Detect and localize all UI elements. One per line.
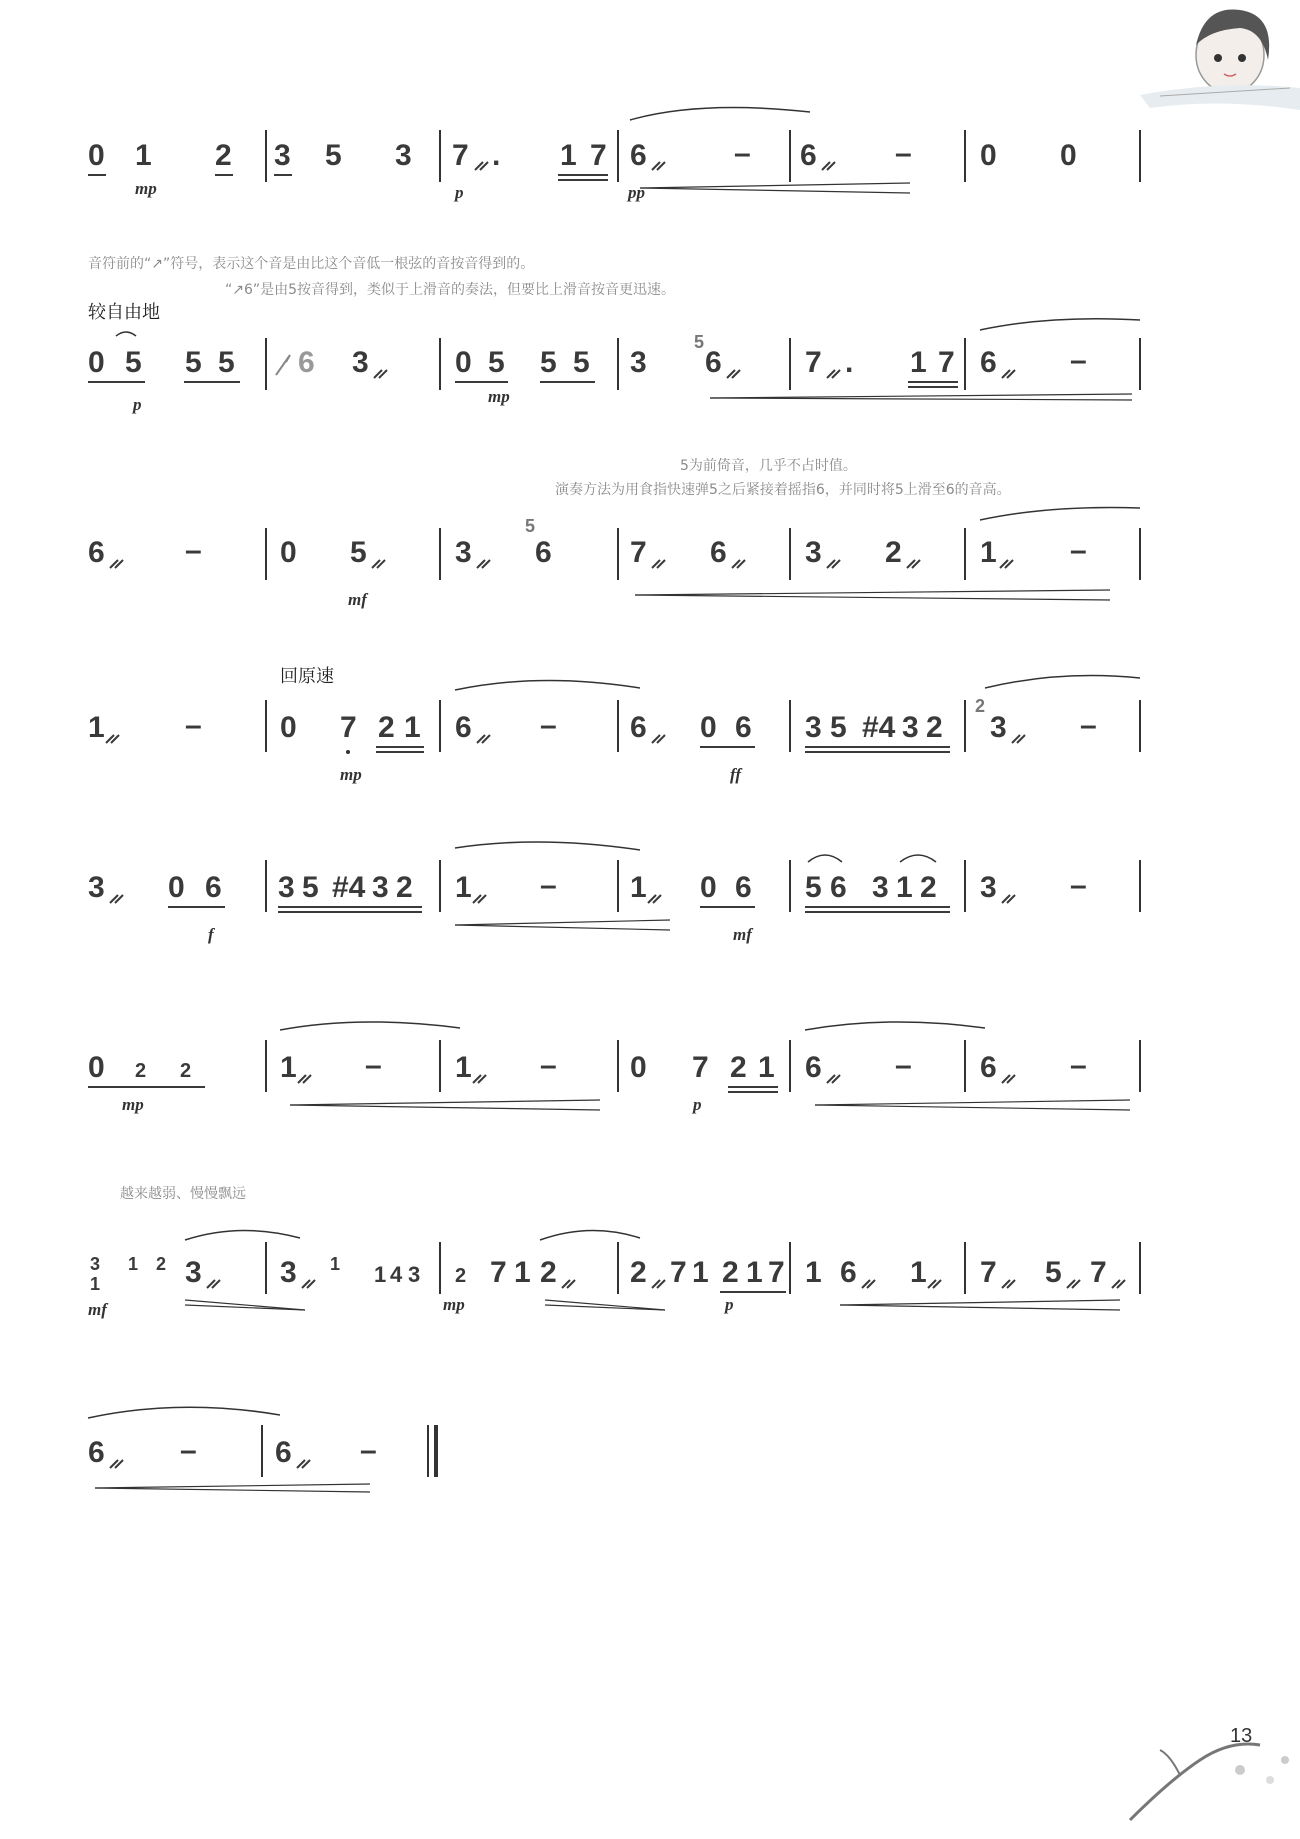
svg-text:5: 5: [573, 346, 590, 379]
svg-text:2: 2: [920, 871, 937, 904]
svg-text:–: –: [1070, 534, 1087, 567]
system-2: [88, 319, 1140, 414]
svg-text:6: 6: [88, 536, 105, 569]
svg-text:5: 5: [694, 332, 705, 352]
svg-text:7: 7: [340, 711, 357, 744]
dynamic-mp: mp: [135, 179, 157, 198]
svg-text:2: 2: [926, 711, 943, 744]
svg-text:–: –: [895, 1049, 912, 1082]
svg-text:3: 3: [90, 1254, 101, 1274]
svg-text:6: 6: [805, 1051, 822, 1084]
svg-text:2: 2: [378, 711, 395, 744]
svg-text:–: –: [180, 1434, 197, 1467]
svg-text:1: 1: [630, 871, 647, 904]
branch-illustration: [1130, 1744, 1289, 1820]
svg-text:0: 0: [280, 536, 297, 569]
svg-text:1: 1: [88, 711, 105, 744]
svg-text:mf: mf: [733, 925, 752, 944]
svg-text:3: 3: [990, 711, 1007, 744]
svg-text:3: 3: [805, 711, 822, 744]
annotation-fade-away: 越来越弱、慢慢飘远: [120, 1186, 246, 1202]
svg-text:0: 0: [88, 139, 105, 172]
svg-text:–: –: [540, 869, 557, 902]
svg-text:3: 3: [455, 536, 472, 569]
svg-text:3: 3: [408, 1262, 421, 1287]
svg-text:#4: #4: [332, 871, 366, 904]
svg-text:#4: #4: [862, 711, 896, 744]
svg-text:3: 3: [274, 139, 291, 172]
svg-text:0: 0: [630, 1051, 647, 1084]
svg-text:1: 1: [746, 1256, 763, 1289]
svg-text:7: 7: [630, 536, 647, 569]
svg-text:7: 7: [490, 1256, 507, 1289]
annotation-press-note-detail: “↗6”是由5按音得到，类似于上滑音的奏法，但要比上滑音按音更迅速。: [225, 282, 676, 298]
system-7: [88, 1230, 1140, 1319]
svg-text:3: 3: [872, 871, 889, 904]
svg-text:7: 7: [590, 139, 607, 172]
svg-text:1: 1: [805, 1256, 822, 1289]
svg-text:1: 1: [135, 139, 152, 172]
svg-text:0: 0: [455, 346, 472, 379]
svg-text:7: 7: [452, 139, 469, 172]
svg-text:1: 1: [896, 871, 913, 904]
svg-text:6: 6: [455, 711, 472, 744]
dynamic-p: p: [455, 183, 464, 202]
svg-text:0: 0: [700, 711, 717, 744]
svg-text:7: 7: [768, 1256, 785, 1289]
svg-text:6: 6: [88, 1436, 105, 1469]
svg-text:–: –: [540, 1049, 557, 1082]
system-4: [88, 676, 1140, 784]
svg-text:2: 2: [135, 1060, 147, 1082]
svg-text:0: 0: [280, 711, 297, 744]
tempo-mark-a-tempo: 回原速: [280, 666, 334, 687]
svg-text:5: 5: [1045, 1256, 1062, 1289]
svg-text:–: –: [734, 137, 751, 170]
svg-text:7: 7: [805, 346, 822, 379]
svg-text:1: 1: [910, 346, 927, 379]
svg-text:0: 0: [980, 139, 997, 172]
svg-text:f: f: [208, 925, 214, 944]
svg-text:1: 1: [455, 871, 472, 904]
svg-text:5: 5: [125, 346, 142, 379]
svg-text:6: 6: [535, 536, 552, 569]
svg-text:5: 5: [540, 346, 557, 379]
svg-text:mp: mp: [488, 387, 510, 406]
svg-text:–: –: [1080, 709, 1097, 742]
svg-text:5: 5: [185, 346, 202, 379]
svg-text:1: 1: [692, 1256, 709, 1289]
svg-text:1: 1: [560, 139, 577, 172]
svg-text:5: 5: [488, 346, 505, 379]
tempo-mark-free: 较自由地: [88, 302, 160, 323]
svg-text:3: 3: [280, 1256, 297, 1289]
annotation-grace-note: 5为前倚音，几乎不占时值。: [680, 458, 857, 474]
svg-text:6: 6: [840, 1256, 857, 1289]
system-1: [88, 108, 1140, 203]
svg-text:–: –: [895, 137, 912, 170]
svg-text:0: 0: [1060, 139, 1077, 172]
svg-text:2: 2: [215, 139, 232, 172]
svg-text:5: 5: [218, 346, 235, 379]
svg-text:ff: ff: [730, 765, 742, 784]
svg-text:3: 3: [352, 346, 369, 379]
svg-text:3: 3: [980, 871, 997, 904]
svg-text:3: 3: [395, 139, 412, 172]
page-number: 13: [1230, 1725, 1253, 1747]
svg-text:–: –: [360, 1434, 377, 1467]
svg-text:2: 2: [722, 1256, 739, 1289]
svg-text:3: 3: [278, 871, 295, 904]
svg-text:mf: mf: [88, 1300, 107, 1319]
svg-text:6: 6: [275, 1436, 292, 1469]
system-5: [88, 842, 1140, 944]
svg-text:3: 3: [88, 871, 105, 904]
annotation-grace-note-detail: 演奏方法为用食指快速弹5之后紧接着摇指6，并同时将5上滑至6的音高。: [555, 482, 1011, 498]
svg-text:6: 6: [830, 871, 847, 904]
svg-text:1: 1: [90, 1274, 101, 1294]
svg-text:1: 1: [128, 1254, 139, 1274]
svg-text:–: –: [540, 709, 557, 742]
svg-text:1: 1: [280, 1051, 297, 1084]
svg-text:7: 7: [980, 1256, 997, 1289]
svg-text:.: .: [845, 346, 854, 379]
svg-text:1: 1: [330, 1254, 341, 1274]
svg-text:7: 7: [670, 1256, 687, 1289]
svg-text:mp: mp: [122, 1095, 144, 1114]
svg-text:3: 3: [902, 711, 919, 744]
svg-text:2: 2: [540, 1256, 557, 1289]
svg-text:1: 1: [374, 1262, 387, 1287]
svg-text:mp: mp: [340, 765, 362, 784]
svg-text:–: –: [1070, 1049, 1087, 1082]
svg-text:3: 3: [185, 1256, 202, 1289]
svg-text:–: –: [1070, 344, 1087, 377]
annotation-press-note: 音符前的“↗”符号，表示这个音是由比这个音低一根弦的音按音得到的。: [88, 256, 535, 272]
svg-text:7: 7: [938, 346, 955, 379]
svg-text:4: 4: [390, 1262, 403, 1287]
svg-text:–: –: [185, 534, 202, 567]
svg-text:7: 7: [692, 1051, 709, 1084]
svg-text:2: 2: [156, 1254, 167, 1274]
svg-text:5: 5: [302, 871, 319, 904]
svg-text:2: 2: [730, 1051, 747, 1084]
svg-text:1: 1: [455, 1051, 472, 1084]
svg-text:–: –: [365, 1049, 382, 1082]
svg-text:mf: mf: [348, 590, 367, 609]
svg-text:0: 0: [88, 1051, 105, 1084]
dynamic-pp: pp: [628, 183, 645, 202]
svg-text:5: 5: [350, 536, 367, 569]
svg-text:6: 6: [205, 871, 222, 904]
svg-text:6: 6: [735, 711, 752, 744]
svg-text:1: 1: [980, 536, 997, 569]
svg-text:1: 1: [758, 1051, 775, 1084]
svg-text:1: 1: [404, 711, 421, 744]
svg-text:3: 3: [630, 346, 647, 379]
svg-text:2: 2: [396, 871, 413, 904]
svg-text:–: –: [185, 709, 202, 742]
svg-text:6: 6: [800, 139, 817, 172]
svg-text:3: 3: [372, 871, 389, 904]
svg-text:5: 5: [325, 139, 342, 172]
svg-text:1: 1: [514, 1256, 531, 1289]
svg-text:0: 0: [700, 871, 717, 904]
svg-text:6: 6: [630, 711, 647, 744]
svg-text:6: 6: [980, 1051, 997, 1084]
svg-text:p: p: [133, 395, 142, 414]
svg-text:p: p: [693, 1095, 702, 1114]
svg-text:7: 7: [1090, 1256, 1107, 1289]
svg-text:5: 5: [805, 871, 822, 904]
svg-text:2: 2: [975, 696, 986, 716]
svg-text:.: .: [492, 139, 501, 172]
svg-text:–: –: [1070, 869, 1087, 902]
girl-illustration: [1140, 9, 1300, 110]
svg-text:0: 0: [88, 346, 105, 379]
svg-text:6: 6: [298, 346, 315, 379]
svg-text:p: p: [725, 1295, 734, 1314]
svg-text:6: 6: [710, 536, 727, 569]
svg-text:6: 6: [630, 139, 647, 172]
svg-text:2: 2: [180, 1060, 192, 1082]
svg-text:0: 0: [168, 871, 185, 904]
svg-text:6: 6: [980, 346, 997, 379]
svg-text:2: 2: [630, 1256, 647, 1289]
svg-text:2: 2: [455, 1265, 467, 1287]
system-8: [88, 1407, 436, 1492]
svg-text:1: 1: [910, 1256, 927, 1289]
system-3: [88, 508, 1140, 610]
svg-text:6: 6: [735, 871, 752, 904]
svg-text:mp: mp: [443, 1295, 465, 1314]
svg-text:3: 3: [805, 536, 822, 569]
svg-text:2: 2: [885, 536, 902, 569]
svg-text:6: 6: [705, 346, 722, 379]
svg-text:5: 5: [830, 711, 847, 744]
system-6: [88, 1022, 1140, 1114]
svg-text:5: 5: [525, 516, 536, 536]
